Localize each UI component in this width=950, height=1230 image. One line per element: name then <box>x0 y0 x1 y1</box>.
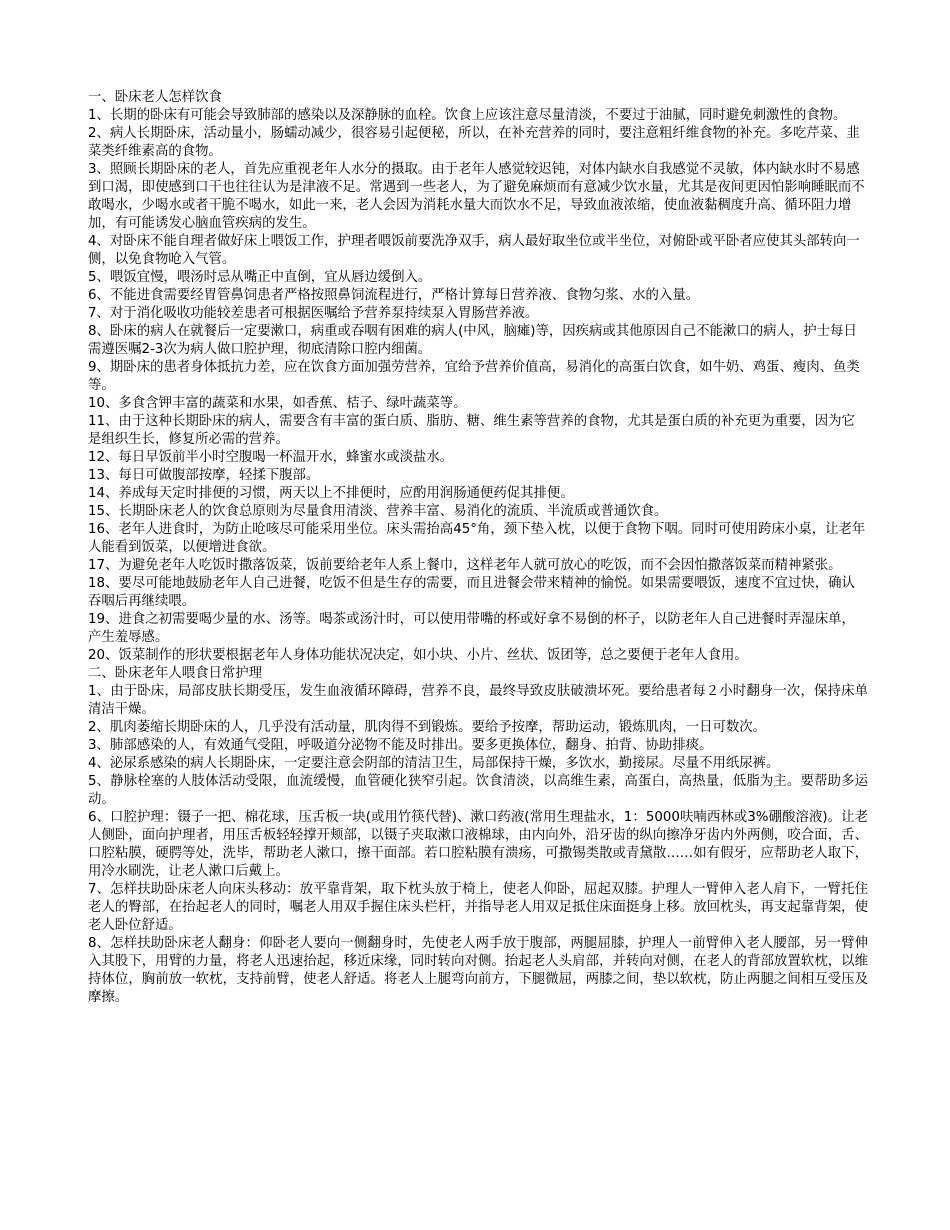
s1-item-2: 2、病人长期卧床，活动量小，肠蠕动减少，很容易引起便秘，所以，在补充营养的同时，要注意粗纤维食物的补充。多吃芹菜、韭菜类纤维素高的食物。 <box>88 126 860 159</box>
s1-item-12: 12、每日早饭前半小时空腹喝一杯温开水，蜂蜜水或淡盐水。 <box>88 450 454 465</box>
s1-item-17: 17、为避免老年人吃饭时撒落饭菜，饭前要给老年人系上餐巾，这样老年人就可放心的吃饭，而不会因怕撒落饭菜而精神紧张。 <box>88 558 842 573</box>
s2-item-1: 1、由于卧床，局部皮肤长期受压，发生血液循环障碍，营养不良，最终导致皮肤破溃坏死。要给患者每２小时翻身一次，保持床单清洁干燥。 <box>88 684 868 717</box>
s1-item-6: 6、不能进食需要经胃管鼻饲患者严格按照鼻饲流程进行，严格计算每日营养液、食物匀浆、水的入量。 <box>88 288 700 303</box>
s1-item-13: 13、每日可做腹部按摩，轻揉下腹部。 <box>88 468 320 483</box>
s1-item-20: 20、饭菜制作的形状要根据老年人身体功能状况决定，如小块、小片、丝状、饭团等，总之要便于老年人食用。 <box>88 648 748 663</box>
s2-item-4: 4、泌尿系感染的病人长期卧床，一定要注意会阴部的清洁卫生，局部保持干燥，多饮水，勤接尿。尽量不用纸尿裤。 <box>88 756 780 771</box>
s2-item-3: 3、肺部感染的人，有效通气受阻，呼吸道分泌物不能及时排出。要多更换体位，翻身、拍背、协助排痰。 <box>88 738 713 753</box>
s1-item-5: 5、喂饭宜慢，喂汤时忌从嘴正中直倒，宜从唇边缓倒入。 <box>88 270 432 285</box>
s2-item-6: 6、口腔护理：镊子一把、棉花球，压舌板一块(或用竹筷代替)、漱口药液(常用生理盐水，1：5000呋喃西林或3%硼酸溶液)。让老人侧卧，面向护理者，用压舌板轻轻撑开颊部，以镊子夹取漱口液棉球，由内向外，沿牙齿的纵向擦净牙齿内外两侧，咬合面，舌、口腔粘膜，硬腭等处，洗毕，帮助老人漱口，擦干面部。若口腔粘膜有溃疡，可撒锡类散或青黛散……如有假牙，应帮助老人取下，用冷水刷洗，让老人漱口后戴上。 <box>88 810 868 879</box>
s1-item-4: 4、对卧床不能自理者做好床上喂饭工作，护理者喂饭前要洗净双手，病人最好取坐位或半坐位，对俯卧或平卧者应使其头部转向一侧，以免食物呛入气管。 <box>88 234 860 267</box>
s1-item-19: 19、进食之初需要喝少量的水、汤等。喝茶或汤汁时，可以使用带嘴的杯或好拿不易倒的杯子，以防老年人自己进餐时弄湿床单，产生羞辱感。 <box>88 612 855 645</box>
s2-item-5: 5、静脉栓塞的人肢体活动受限，血流缓慢，血管硬化狭窄引起。饮食清淡，以高维生素，高蛋白，高热量，低脂为主。要帮助多运动。 <box>88 774 868 807</box>
s1-item-11: 11、由于这种长期卧床的病人，需要含有丰富的蛋白质、脂肪、糖、维生素等营养的食物，尤其是蛋白质的补充更为重要，因为它是组织生长，修复所必需的营养。 <box>88 414 855 447</box>
s1-item-16: 16、老年人进食时，为防止呛咳尽可能采用坐位。床头需抬高45°角，颈下垫入枕，以便于食物下咽。同时可使用跨床小桌，让老年人能看到饭菜，以便增进食欲。 <box>88 522 866 555</box>
s1-item-18: 18、要尽可能地鼓励老年人自己进餐，吃饭不但是生存的需要，而且进餐会带来精神的愉悦。如果需要喂饭，速度不宜过快，确认吞咽后再继续喂。 <box>88 576 855 609</box>
s1-item-3: 3、照顾长期卧床的老人，首先应重视老年人水分的摄取。由于老年人感觉较迟钝，对体内缺水自我感觉不灵敏，体内缺水时不易感到口渴，即使感到口干也往往认为是津液不足。常遇到一些老人，为了避免麻烦而有意减少饮水量，尤其是夜间更因怕影响睡眠而不敢喝水，少喝水或者干脆不喝水，如此一来，老人会因为消耗水量大而饮水不足，导致血液浓缩，使血液黏稠度升高、循环阻力增加，有可能诱发心脑血管疾病的发生。 <box>88 162 865 231</box>
s1-item-8: 8、卧床的病人在就餐后一定要漱口，病重或吞咽有困难的病人(中风，脑瘫)等，因疾病或其他原因自己不能漱口的病人，护士每日需遵医嘱2-3次为病人做口腔护理，彻底清除口腔内细菌。 <box>88 324 857 357</box>
s1-item-9: 9、期卧床的患者身体抵抗力差，应在饮食方面加强劳营养，宜给予营养价值高，易消化的高蛋白饮食，如牛奶、鸡蛋、瘦肉、鱼类等。 <box>88 360 860 393</box>
s1-item-10: 10、多食含钾丰富的蔬菜和水果，如香蕉、桔子、绿叶蔬菜等。 <box>88 396 467 411</box>
s2-item-8: 8、怎样扶助卧床老人翻身：仰卧老人要向一侧翻身时，先使老人两手放于腹部，两腿屈膝，护理人一前臂伸入老人腰部，另一臂伸入其股下，用臂的力量，将老人迅速抬起，移近床缘，同时转向对侧。抬起老人头肩部，并转向对侧，在老人的背部放置软枕，以维持体位，胸前放一软枕，支持前臂，使老人舒适。将老人上腿弯向前方，下腿微屈，两膝之间，垫以软枕，防止两腿之间相互受压及摩擦。 <box>88 936 868 1005</box>
s1-item-15: 15、长期卧床老人的饮食总原则为尽量食用清淡、营养丰富、易消化的流质、半流质或普通饮食。 <box>88 504 668 519</box>
section-2-title: 二、卧床老年人喂食日常护理 <box>88 666 263 681</box>
s1-item-1: 1、长期的卧床有可能会导致肺部的感染以及深静脉的血栓。饮食上应该注意尽量清淡，不要过于油腻，同时避免刺激性的食物。 <box>88 108 847 123</box>
document-body <box>88 89 868 1007</box>
section-1-title: 一、卧床老人怎样饮食 <box>88 90 222 105</box>
s2-item-7: 7、怎样扶助卧床老人向床头移动：放平靠背架，取下枕头放于椅上，使老人仰卧，屈起双膝。护理人一臂伸入老人肩下，一臂托住老人的臀部，在抬起老人的同时，嘱老人用双手握住床头栏杆，并指导老人用双足抵住床面挺身上移。放回枕头，再支起靠背架，使老人卧位舒适。 <box>88 882 868 933</box>
s1-item-7: 7、对于消化吸收功能较差患者可根据医嘱给予营养泵持续泵入胃肠营养液。 <box>88 306 539 321</box>
s1-item-14: 14、养成每天定时排便的习惯，两天以上不排便时，应酌用润肠通便药促其排便。 <box>88 486 574 501</box>
s2-item-2: 2、肌肉萎缩长期卧床的人，几乎没有活动量，肌肉得不到锻炼。要给予按摩，帮助运动，锻炼肌肉，一日可数次。 <box>88 720 767 735</box>
